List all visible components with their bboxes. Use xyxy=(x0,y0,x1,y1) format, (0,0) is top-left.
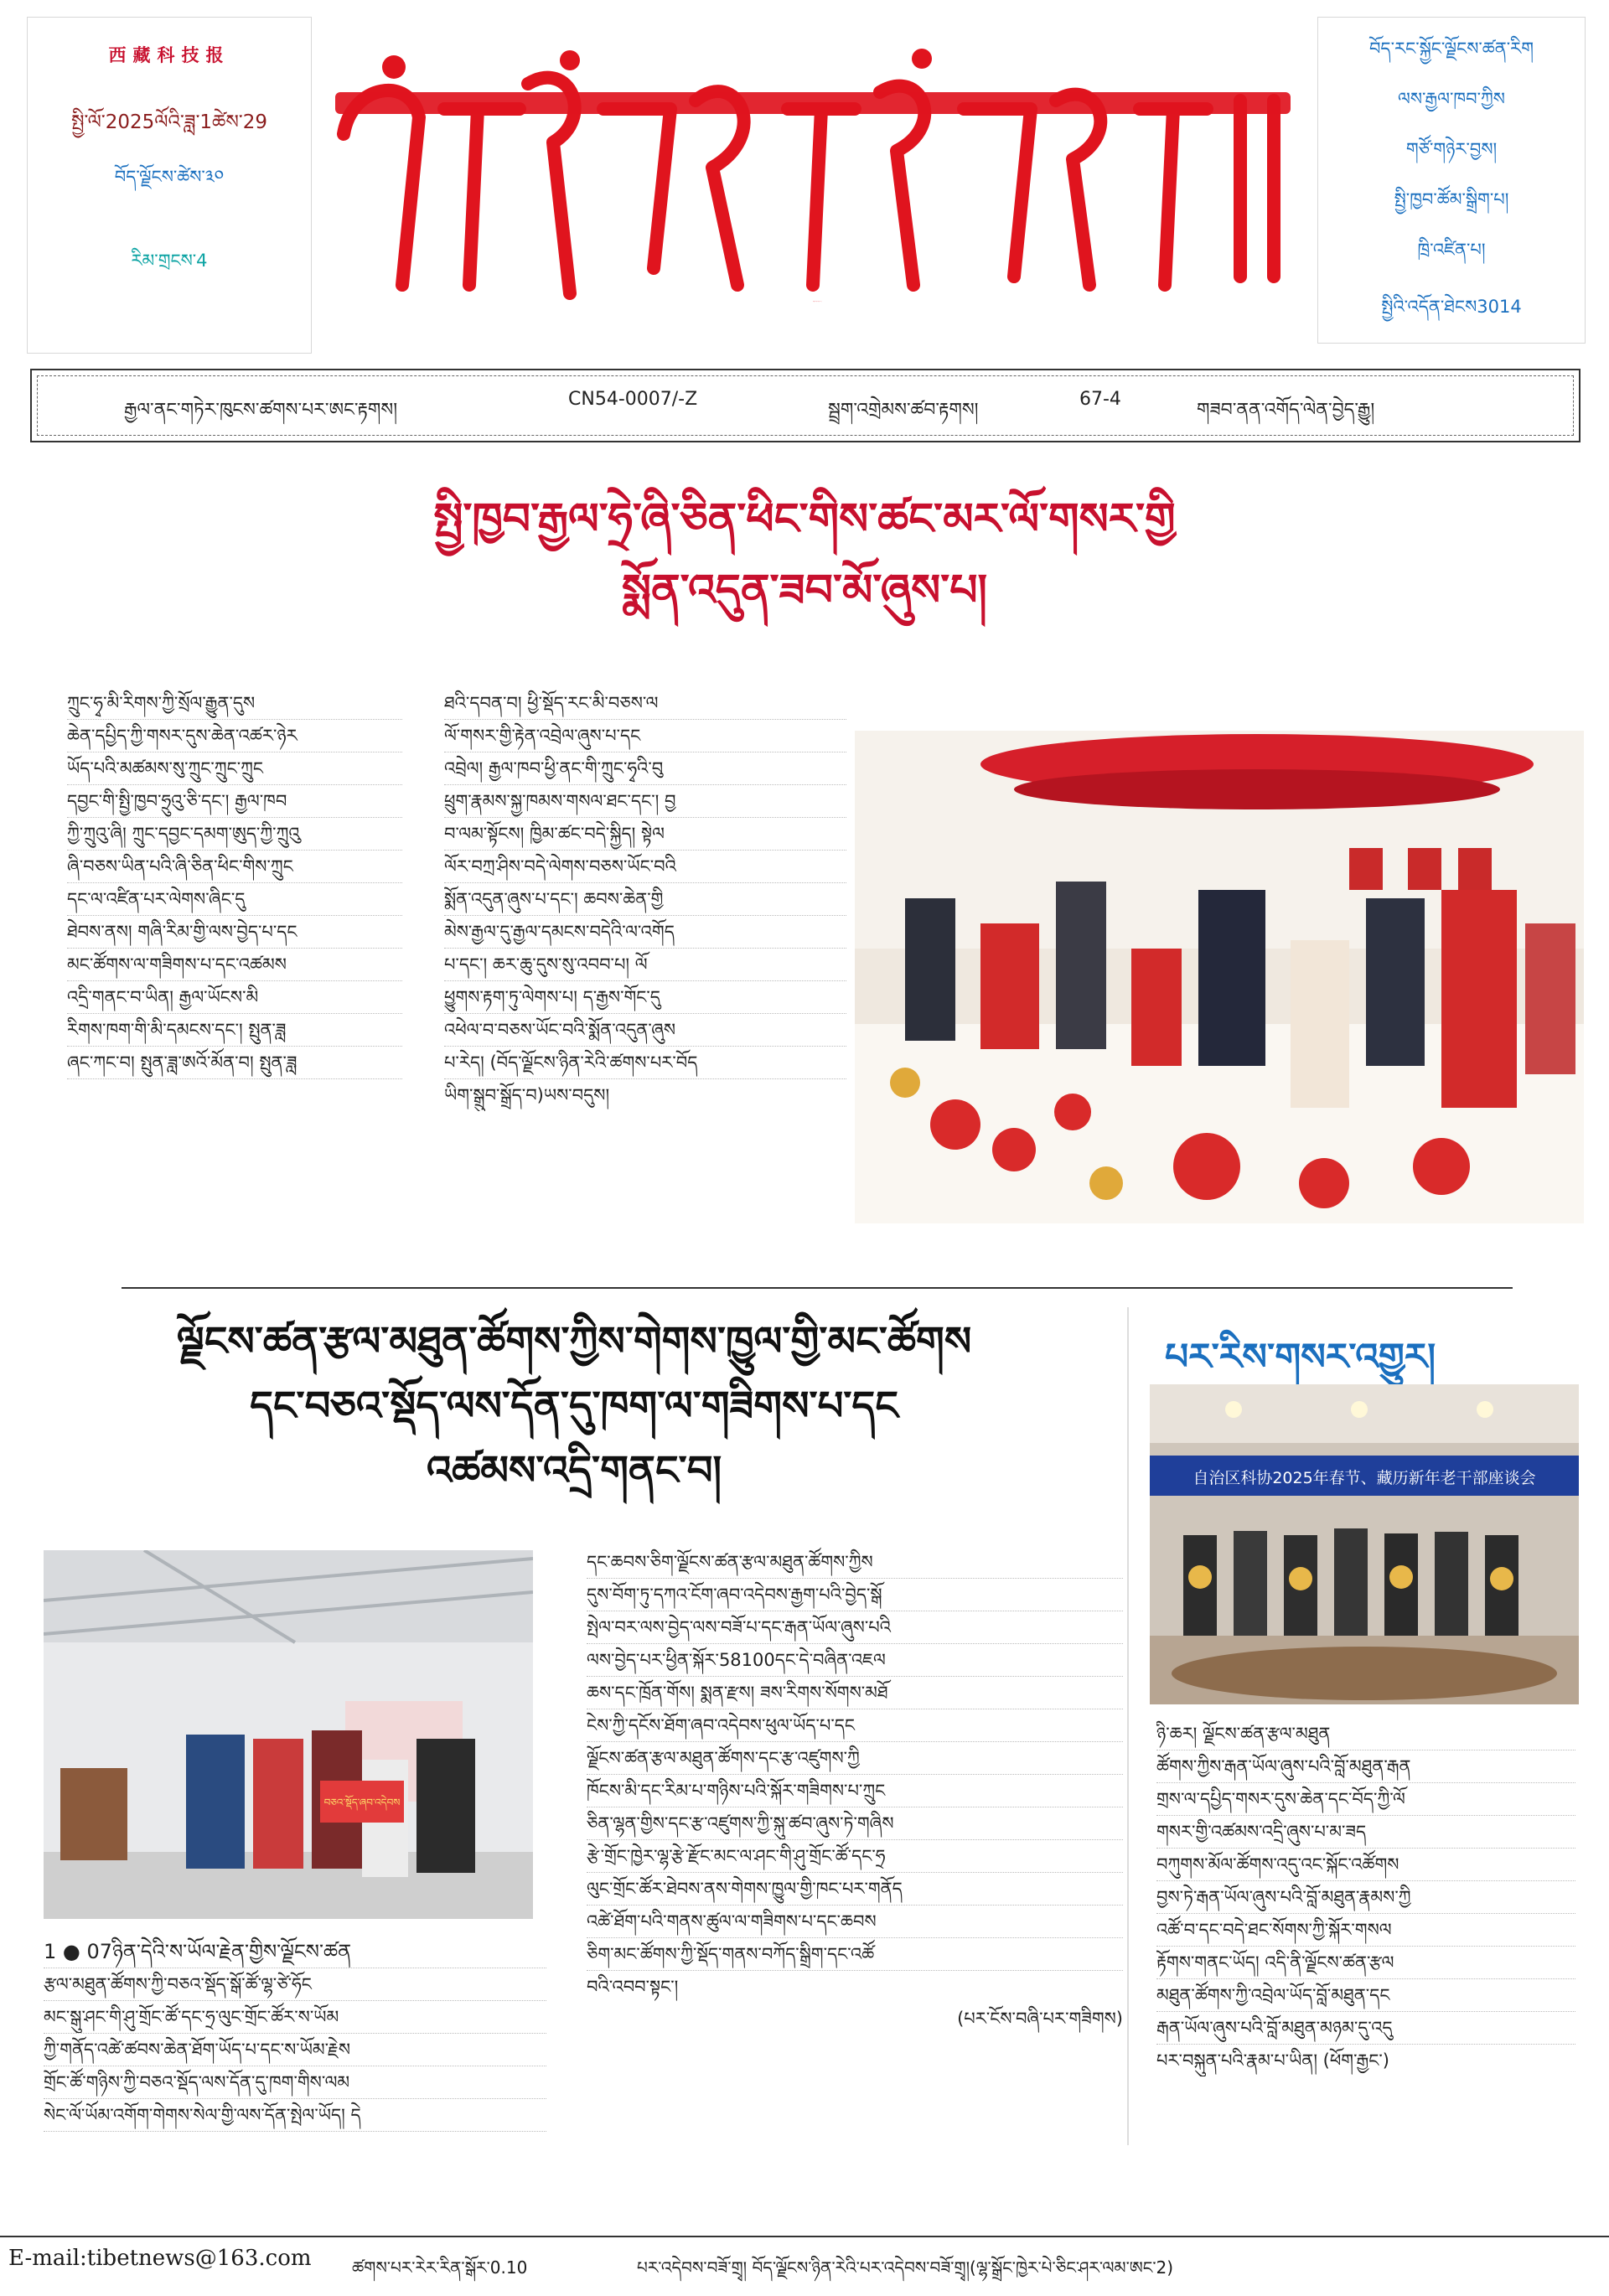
story1-source: ཡིག་སྒྲུབ་སྒྲོད་བ)ཡས་བདུས། xyxy=(444,1085,610,1105)
story2-headline-line1: ལྗོངས་ཚན་རྩལ་མཐུན་ཚོགས་ཀྱིས་གེགས་ཁྱུལ་གྱི་མང་ཚོགས xyxy=(176,1318,972,1365)
notice-label: གཟབ་ནན་འགོད་ལེན་བྱེད་རྒྱུ། xyxy=(1197,400,1375,421)
publisher-line-3: གཙོ་གཉེར་བྱས། xyxy=(1405,139,1498,159)
story1-photo xyxy=(855,731,1584,1223)
story1-headline-line1: སྤྱི་ཁྱབ་རྒྱལ་ཧྲེ་ཞི་ཅིན་ཕིང་གིས་ཚང་མར་ལོ་གསར་གྱི xyxy=(433,494,1176,545)
section-divider xyxy=(122,1287,1513,1289)
printer-note: པར་འདེབས་བཟོ་གྲྭ། བོད་ལྗོངས་ཉིན་རེའི་པར་འདེབས་བཟོ་གྲྭ།(ལྷ་སྒྲོང་ཁྱེར་པེ་ཅིང་ཤར་ལམ་ཨང་2) xyxy=(637,2257,1174,2278)
publisher-line-1: བོད་རང་སྐྱོང་ལྗོངས་ཚན་རིག xyxy=(1368,39,1534,59)
postal-code: 67-4 xyxy=(1079,389,1121,410)
contact-email: E-mail:tibetnews@163.com xyxy=(8,2246,312,2271)
story1-column-1: ཀྲུང་ཧྭ་མི་རིགས་ཀྱི་སྲོལ་རྒྱུན་དུས ཆེན་དཔྱིད་ཀྱི་གསར་དུས་ཆེན་འཚར་ཉེར ཡོད་པའི་མཚམས་སུ་ཀྲུང་ཀྲུང་ཀྲུང དབྱང་གི་སྤྱི་ཁྱབ་ཧྲུའུ་ཅི་དང་། རྒྱལ་ཁབ ཀྱི་ཀྲུའུ་ཞི། ཀྲུང་དབྱང་དམག་ཨུད་ཀྱི་ཀྲུའུ ཞི་བཅས་ཡིན་པའི་ཞི་ཅིན་ཕིང་གིས་ཀྲུང དང་ལ་འཛིན་པར་ལེགས་ཞིང་དུ ཐེབས་ནས། གཞི་རིམ་གྱི་ལས་བྱེད་པ་དང མང་ཚོགས་ལ་གཟིགས་པ་དང་འཚམས འདྲི་གནང་བ་ཡིན། རྒྱལ་ཡོངས་མི རིགས་ཁག་གི་མི་དམངས་དང་། སྤུན་ཟླ ཞང་ཀང་བ། སྤུན་ཟླ་ཨའོ་མོན་བ། སྤུན་ཟླ xyxy=(67,687,402,1079)
sidebar-text: ཉི་ཆར། ལྗོངས་ཚན་རྩལ་མཐུན ཚོགས་ཀྱིས་རྒན་ཡོལ་ཞུས་པའི་བློ་མཐུན་རྒན གྲས་ལ་དཔྱིད་གསར་དུས་ཆེན་དང་བོད་ཀྱི་ལོ གསར་གྱི་འཚམས་འདྲི་ཞུས་པ་མ་ཟད བཀུགས་མོལ་ཚོགས་འདུ་འང་སྐོང་འཚོགས བྱས་ཏེ་རྒན་ཡོལ་ཞུས་པའི་བློ་མཐུན་རྣམས་ཀྱི འཚོ་བ་དང་བདེ་ཐང་སོགས་ཀྱི་སྐོར་གསལ རྟོགས་གནང་ཡོད། འདི་ནི་ལྗོངས་ཚན་རྩལ མཐུན་ཚོགས་ཀྱི་འབྲེལ་ཡོད་བློ་མཐུན་དང རྒན་ཡོལ་ཞུས་པའི་བློ་མཐུན་མཉམ་དུ་འདུ པར་བསྐུན་པའི་རྣམ་པ་ཡིན། (ཕོག་རྒྱང་) xyxy=(1156,1718,1575,2076)
masthead-logo xyxy=(318,34,1307,310)
story1-headline-line2: སྨོན་འདུན་ཟབ་མོ་ཞུས་པ། xyxy=(621,565,988,616)
price: ཚགས་པར་རེར་རིན་སྒོར་0.10 xyxy=(352,2257,528,2278)
publisher-line-2: ལས་རྒྱལ་ཁབ་ཀྱིས xyxy=(1398,89,1505,109)
domestic-code-label: རྒྱལ་ནང་གཏེར་ཁུངས་ཚགས་པར་ཨང་རྟགས། xyxy=(124,400,398,421)
publisher-line-5: ཁྲི་འཛིན་པ། xyxy=(1417,240,1486,260)
cn-code: CN54-0007/-Z xyxy=(568,389,698,410)
masthead-left-box xyxy=(27,17,312,354)
issue-number: རིམ་གྲངས་4 xyxy=(131,251,208,271)
issue-date: སྤྱི་ལོ་2025ལོའི་ཟླ་1ཚེས་29 xyxy=(70,111,268,133)
sidebar-photo-banner: 自治区科协2025年春节、藏历新年老干部座谈会 xyxy=(1193,1469,1536,1487)
sidebar-byline: པར་བསྐུན་པའི་རྣམ་པ་ཡིན། (ཕོག་རྒྱང་) xyxy=(1156,2050,1389,2071)
story2-photo xyxy=(44,1550,533,1919)
newspaper-chinese-name: 西藏科技报 xyxy=(108,44,230,65)
info-strip xyxy=(30,369,1581,442)
footer xyxy=(0,2236,1609,2279)
total-issue-number: སྤྱིའི་འདོན་ཐེངས3014 xyxy=(1381,297,1522,317)
story2-headline-line2: དང་བཅའ་སྡོད་ལས་དོན་དུ་ཁག་ལ་གཟིགས་པ་དང xyxy=(250,1383,898,1430)
logo-text: བོད་ལྗོངས་ཚན་རིག་ཚགས་པར། xyxy=(813,302,822,303)
donation-sign: བཅའ་སྡོད་ཞབ་འདེབས xyxy=(323,1797,401,1808)
story2-continued: (པར་ངོས་བཞི་པར་གཟིགས) xyxy=(957,2009,1123,2029)
story2-column-middle: དང་ཆབས་ཅིག་ལྗོངས་ཚན་རྩལ་མཐུན་ཚོགས་ཀྱིས དུས་བོག་ཏུ་དཀའ་ངོག་ཞབ་འདེབས་རྒྱག་པའི་བྱེད་སྒོ སྤེལ་བར་ལས་བྱེད་ལས་བཟོ་པ་དང་རྒན་ཡོལ་ཞུས་པའི ལས་བྱེད་པར་ཕྱིན་སྐོར་58100དང་དེ་བཞིན་འཇལ ཆས་དང་ཁྲོན་གོས། སྨན་རྫས། ཟས་རིགས་སོགས་མཐོ ངེས་ཀྱི་དངོས་ཐོག་ཞབ་འདེབས་ཕུལ་ཡོད་པ་དང ལྗོངས་ཚན་རྩལ་མཐུན་ཚོགས་དང་རྩ་འཛུགས་ཀྱི ཁོངས་མི་དང་རིམ་པ་གཉིས་པའི་སྐོར་གཟིགས་པ་ཀྲུང ཅིན་ལྷན་གྱིས་དང་རྩ་འཛུགས་ཀྱི་སྐུ་ཚབ་ཞུས་ཏེ་གཞིས རྩེ་གྲོང་ཁྱེར་ལྷ་རྩེ་རྫོང་མང་ལ་ཤང་གི་ཤུ་གྲོང་ཚོ་དང་ཧྲ ལུང་གྲོང་ཚོར་ཐེབས་ནས་གེགས་ཁྱུལ་གྱི་ཁང་པར་གནོད འཚེ་ཐོག་པའི་གནས་ཚུལ་ལ་གཟིགས་པ་དང་ཆབས ཅིག་མང་ཚོགས་ཀྱི་སྡོད་གནས་བཀོད་སྒྲིག་དང་འཚོ བའི་འབབ་སྟང་། (པར་ངོས་བཞི་པར་གཟིགས) xyxy=(587,1546,1123,2035)
masthead-right-box xyxy=(1317,17,1586,344)
sidebar-title: པར་རིས་གསར་འགྱུར། xyxy=(1165,1336,1436,1378)
postal-code-label: སྦྲག་འགྲེམས་ཚབ་རྟགས། xyxy=(828,400,979,421)
sidebar-divider xyxy=(1127,1307,1129,2145)
story2-lead: 1 ● 07ཉིན་དེའི་ས་ཡོལ་རྗེན་གྱིས་ལྗོངས་ཚན xyxy=(44,1936,546,1968)
story1-column-2: ཐའི་དབན་བ། ཕྱི་སྡོད་རང་མི་བཅས་ལ ལོ་གསར་གྱི་རྟེན་འབྲེལ་ཞུས་པ་དང འབྲེལ། རྒྱལ་ཁབ་ཕྱི་ནང་གི་ཀྲུང་ཧྭའི་བུ ཕྲུག་རྣམས་སྐྱ་ཁམས་གསལ་ཐང་དང་། བྱ བ་ལམ་སྟོངས། ཁྱིམ་ཚང་བདེ་སྐྱིད། སྟེལ ལོར་བཀྲ་ཤིས་བདེ་ལེགས་བཅས་ཡོང་བའི སྨོན་འདུན་ཞུས་པ་དང་། ཆབས་ཆེན་གྱི མེས་རྒྱལ་དུ་རྒྱལ་དམངས་བདེའི་ལ་འགོད པ་དང་། ཆར་ཆུ་དུས་སུ་འབབ་པ། ལོ ཕྱུགས་རྟག་ཏུ་ལེགས་པ། ད་རྒྱས་གོང་དུ འཕེལ་བ་བཅས་ཡོང་བའི་སྨོན་འདུན་ཞུས པ་རེད། (བོད་ལྗོངས་ཉིན་རེའི་ཚགས་པར་བོད ཡིག་སྒྲུབ་སྒྲོད་བ)ཡས་བདུས། xyxy=(444,687,846,1111)
tibetan-date: བོད་ལྗོངས་ཚེས་༣༠ xyxy=(114,167,225,187)
publisher-line-4: སྤྱི་ཁྱབ་ཚོམ་སྒྲིག་པ། xyxy=(1394,189,1509,209)
story2-column-left: 1 ● 07ཉིན་དེའི་ས་ཡོལ་རྗེན་གྱིས་ལྗོངས་ཚན རྩལ་མཐུན་ཚོགས་ཀྱི་བཅའ་སྡོད་སྒོ་ཚོ་ལྷ་ཙེ་ཧོང མང་སྒུ་ཤང་གི་ཤུ་གྲོང་ཚོ་དང་ཧྲ་ལུང་གྲོང་ཚོར་ས་ཡོམ ཀྱི་གནོད་འཚེ་ཚབས་ཆེན་ཐོག་ཡོད་པ་དང་ས་ཡོམ་རྗེས གྲོང་ཚོ་གཉིས་ཀྱི་བཅའ་སྡོད་ལས་དོན་དུ་ཁག་གིས་ལམ སེང་ལོ་ཡོམ་འགོག་གེགས་སེལ་གྱི་ལས་དོན་སྤེལ་ཡོད། དེ xyxy=(44,1936,546,2132)
story2-headline-line3: འཚམས་འདྲི་གནང་བ། xyxy=(426,1447,722,1494)
sidebar-photo xyxy=(1150,1384,1579,1704)
